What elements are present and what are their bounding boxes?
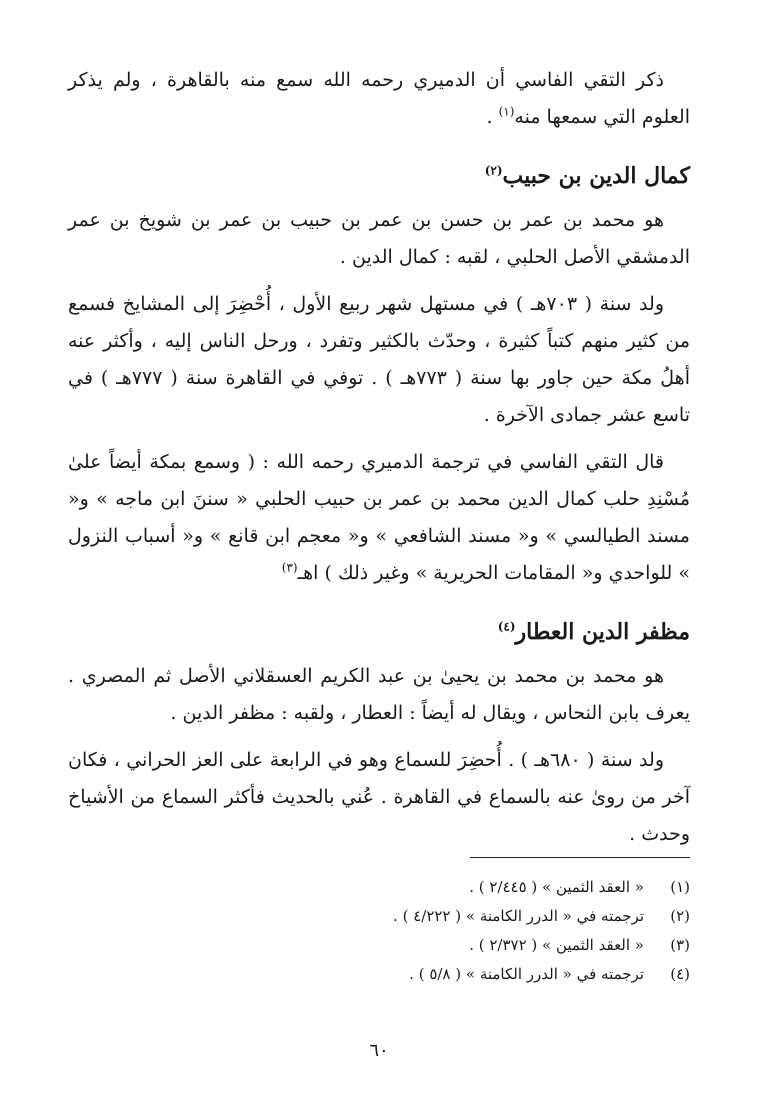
footnote-item bbox=[68, 931, 690, 960]
footnote-divider bbox=[470, 857, 690, 858]
intro-text: ذكر التقي الفاسي أن الدميري رحمه الله سمع منه بالقاهرة ، ولم يذكر العلوم التي سمعها منه bbox=[68, 69, 690, 128]
page-number: ٦٠ bbox=[369, 1040, 389, 1061]
section-title: كمال الدين بن حبيب bbox=[502, 163, 690, 189]
footnote-number: (١) bbox=[670, 878, 690, 896]
intro-paragraph bbox=[68, 62, 690, 136]
footnote-ref-1[interactable]: (١) bbox=[498, 104, 515, 119]
section-title: مظفر الدين العطار bbox=[515, 619, 690, 645]
birth-paragraph: ولد سنة ( ٦٨٠هـ ) . أُحضِرَ للسماع وهو في الرابعة على العز الحراني ، فكان آخر من روىٰ عنه بالسماع في القاهرة . عُني بالحديث فأكثر السماع من الأشياخ وحدث . bbox=[68, 749, 690, 845]
quote-paragraph bbox=[68, 444, 690, 592]
footnote-number: (٣) bbox=[670, 936, 690, 954]
footnote-text: « العقد الثمين » ( ٢/٣٧٢ ) . bbox=[469, 936, 644, 954]
footnote-text: « العقد الثمين » ( ٢/٤٤٥ ) . bbox=[469, 878, 644, 896]
footnote-ref-4[interactable]: (٤) bbox=[497, 619, 516, 634]
section-heading-kamal bbox=[68, 158, 690, 194]
bio-paragraph: هو محمد بن محمد بن يحيىٰ بن عبد الكريم العسقلاني الأصل ثم المصري . يعرف بابن النحاس ، ويقال له أيضاً : العطار ، ولقبه : مظفر الدين . bbox=[68, 665, 690, 724]
footnote-text: ترجمته في « الدرر الكامنة » ( ٥/٨ ) . bbox=[409, 965, 644, 983]
birth-paragraph: ولد سنة ( ٧٠٣هـ ) في مستهل شهر ربيع الأول ، أُحْضِرَ إلى المشايخ فسمع من كثير منهم كتباً كثيرة ، وحدّث بالكثير وتفرد ، ورحل الناس إليه ، وأكثر عنه أهلُ مكة حين جاور بها سنة ( ٧٧٣هـ ) . توفي في القاهرة سنة ( ٧٧٧هـ ) في تاسع عشر جمادى الآخرة . bbox=[68, 293, 690, 426]
footnote-number: (٤) bbox=[670, 965, 690, 983]
footnote-ref-2[interactable]: (٢) bbox=[484, 163, 503, 178]
footnote-ref-3[interactable]: (٣) bbox=[281, 560, 298, 575]
bio-paragraph: هو محمد بن عمر بن حسن بن عمر بن حبيب بن عمر بن شويخ بن عمر الدمشقي الأصل الحلبي ، لقبه : كمال الدين . bbox=[68, 209, 690, 268]
footnote-item bbox=[68, 873, 690, 902]
footnotes bbox=[68, 873, 690, 989]
footnote-item bbox=[68, 902, 690, 931]
footnote-number: (٢) bbox=[670, 907, 690, 925]
footnote-text: ترجمته في « الدرر الكامنة » ( ٤/٢٢٢ ) . bbox=[393, 907, 644, 925]
intro-tail: . bbox=[486, 106, 499, 128]
section-heading-muzaffar bbox=[68, 614, 690, 650]
quote-text: قال التقي الفاسي في ترجمة الدميري رحمه الله : ( وسمع بمكة أيضاً علىٰ مُسْنِدِ حلب كمال الدين محمد بن عمر بن حبيب الحلبي « سننَ ابن ماجه » و« مسند الطيالسي » و« مسند الشافعي » و« معجم ابن قانع » و« أسباب النزول » للواحدي و« المقامات الحريرية » وغير ذلك ) اهـ bbox=[68, 451, 690, 584]
footnote-item bbox=[68, 960, 690, 989]
